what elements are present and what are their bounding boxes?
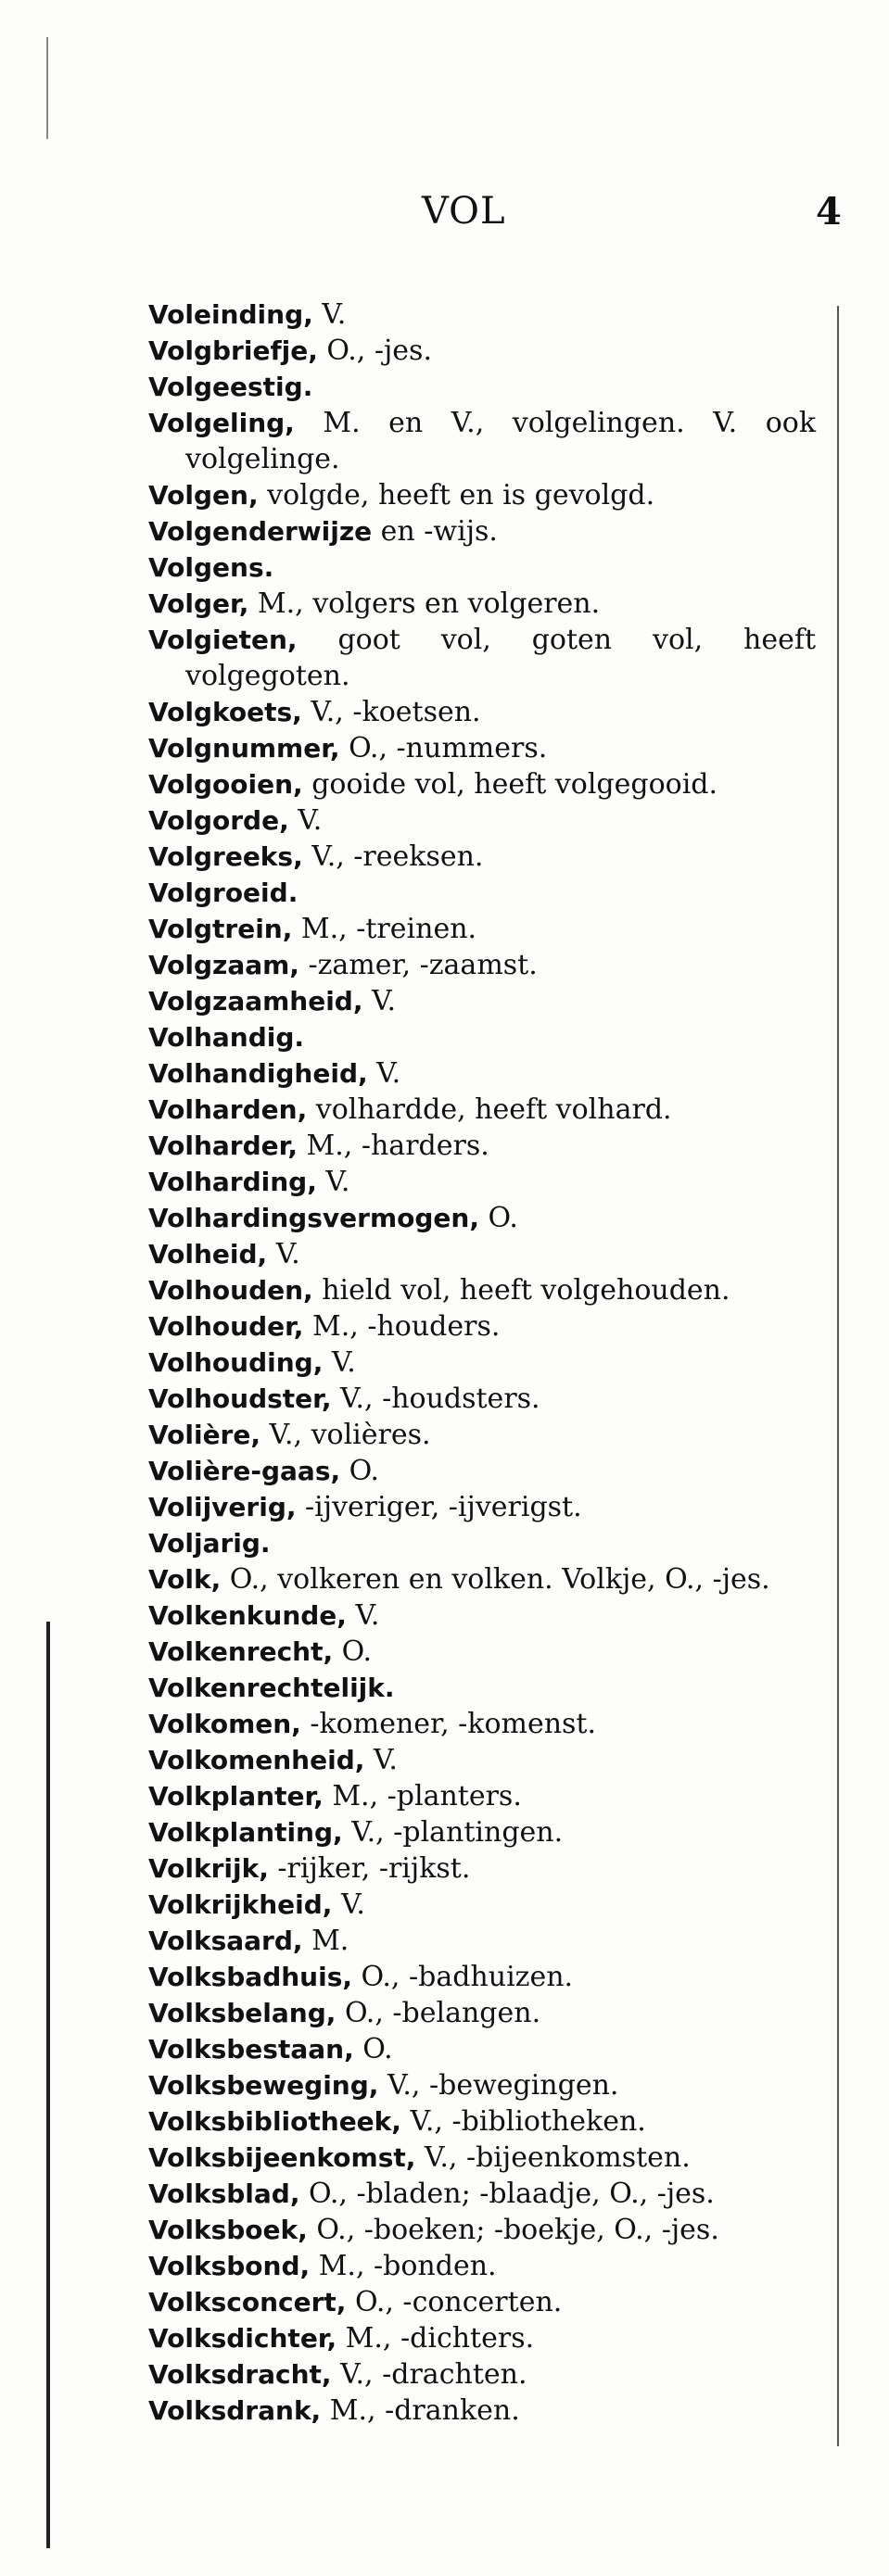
entry-headword: Volksbijeenkomst,	[148, 2142, 416, 2173]
dictionary-entry	[148, 1381, 816, 1417]
dictionary-entry	[148, 983, 816, 1019]
dictionary-entry	[148, 1670, 816, 1706]
entry-definition: M., -treinen.	[292, 913, 477, 945]
entry-headword: Voleinding,	[148, 299, 313, 330]
entry-headword: Volgeling,	[148, 408, 295, 438]
entry-headword: Volksdichter,	[148, 2323, 337, 2354]
entry-headword: Volkenkunde,	[148, 1600, 347, 1631]
entry-headword: Volgtrein,	[148, 914, 293, 944]
page-header	[0, 190, 889, 246]
dictionary-entry	[148, 1742, 816, 1778]
entry-definition: V., -bibliotheken.	[400, 2105, 646, 2138]
entry-definition: M., -dranken.	[321, 2394, 520, 2427]
dictionary-entry	[148, 1055, 816, 1092]
dictionary-entry	[148, 2031, 816, 2067]
entry-headword: Volière-gaas,	[148, 1456, 341, 1486]
dictionary-entry	[148, 1634, 816, 1670]
entry-definition: O.	[340, 1455, 380, 1487]
entry-definition: O., -badhuizen.	[352, 1961, 574, 1993]
entry-headword: Volksconcert,	[148, 2287, 347, 2317]
entry-definition: V., -houdsters.	[331, 1383, 540, 1415]
dictionary-entry	[148, 369, 816, 405]
entry-headword: Volgkoets,	[148, 697, 302, 727]
entry-definition: O., -bladen; -blaadje, O., -jes.	[299, 2178, 715, 2210]
entry-headword: Volharding,	[148, 1167, 317, 1197]
entry-headword: Volgnummer,	[148, 733, 340, 764]
entry-headword: Volgreeks,	[148, 841, 303, 872]
dictionary-entry	[148, 911, 816, 947]
column-rule	[837, 306, 839, 2446]
dictionary-entry	[148, 1706, 816, 1742]
entry-definition: volhardde, heeft volhard.	[307, 1093, 672, 1126]
entry-headword: Volksbestaan,	[148, 2034, 354, 2065]
entry-definition: M., volgers en volgeren.	[248, 587, 601, 620]
dictionary-entry	[148, 2212, 816, 2248]
dictionary-entry	[148, 1019, 816, 1055]
dictionary-entry	[148, 477, 816, 513]
dictionary-entry	[148, 1308, 816, 1345]
entry-definition: V.	[316, 1166, 350, 1198]
dictionary-entry	[148, 1525, 816, 1561]
dictionary-entry	[148, 875, 816, 911]
entry-headword: Volkomenheid,	[148, 1745, 365, 1775]
entry-definition: O., -jes.	[317, 335, 432, 367]
dictionary-entry	[148, 1995, 816, 2031]
entry-headword: Volkenrechtelijk.	[148, 1673, 395, 1703]
entry-definition: O.	[478, 1202, 518, 1234]
page-title: VOL	[422, 190, 506, 233]
entry-headword: Volksdrank,	[148, 2395, 322, 2426]
dictionary-entry	[148, 2140, 816, 2176]
entry-headword: Voljarig.	[148, 1528, 271, 1559]
dictionary-entry	[148, 802, 816, 839]
entry-headword: Volgzaam,	[148, 950, 299, 980]
entry-headword: Volkplanter,	[148, 1781, 324, 1812]
entry-headword: Volhandig.	[148, 1022, 305, 1053]
entry-headword: Volgooien,	[148, 769, 303, 800]
entry-headword: Volharder,	[148, 1130, 298, 1161]
entry-definition: M., -dichters.	[337, 2322, 535, 2355]
entry-definition: V.	[312, 298, 347, 331]
entry-definition: M., -harders.	[297, 1130, 489, 1162]
dictionary-entry	[148, 1345, 816, 1381]
entry-definition: O., -nummers.	[339, 732, 548, 764]
entry-definition: V.	[267, 1238, 300, 1270]
entry-definition: O.	[333, 1635, 373, 1668]
dictionary-entry	[148, 1092, 816, 1128]
entry-definition: -ijveriger, -ijverigst.	[296, 1491, 582, 1523]
entry-headword: Volijverig,	[148, 1492, 297, 1522]
entry-headword: Volksblad,	[148, 2178, 300, 2209]
entry-definition: M., -planters.	[323, 1780, 522, 1812]
entry-headword: Volhouding,	[148, 1347, 324, 1378]
entry-definition: goot vol, goten vol, heeft volgegoten.	[185, 624, 816, 692]
entry-definition: V.	[332, 1888, 365, 1921]
entry-definition: hield vol, heeft volgehouden.	[312, 1274, 730, 1307]
entry-headword: Volhoudster,	[148, 1383, 332, 1414]
dictionary-entry	[148, 947, 816, 983]
entry-headword: Volksaard,	[148, 1926, 303, 1956]
entry-headword: Volkrijk,	[148, 1853, 269, 1884]
entry-headword: Volhouder,	[148, 1311, 304, 1342]
dictionary-entry	[148, 2067, 816, 2103]
entry-headword: Volière,	[148, 1420, 260, 1450]
entry-definition: V.	[346, 1599, 380, 1632]
dictionary-entry	[148, 2393, 816, 2429]
entry-headword: Volger,	[148, 588, 249, 619]
entry-headword: Volgzaamheid,	[148, 986, 363, 1017]
dictionary-entry	[148, 549, 816, 586]
dictionary-entry	[148, 1489, 816, 1525]
dictionary-entry	[148, 333, 816, 369]
dictionary-entry	[148, 513, 816, 549]
entry-definition: O., -boeken; -boekje, O., -jes.	[307, 2214, 719, 2246]
entry-headword: Volgieten,	[148, 625, 298, 655]
entry-definition: M.	[302, 1925, 349, 1957]
dictionary-entry	[148, 1236, 816, 1272]
dictionary-entry	[148, 1814, 816, 1850]
entry-headword: Volgenderwijze	[148, 516, 373, 547]
dictionary-entry	[148, 1164, 816, 1200]
dictionary-entry	[148, 1453, 816, 1489]
dictionary-entry	[148, 1417, 816, 1453]
entry-definition: V.	[364, 1744, 398, 1776]
dictionary-entry	[148, 766, 816, 802]
entry-definition: -komener, -komenst.	[300, 1708, 597, 1740]
dictionary-entry	[148, 297, 816, 333]
dictionary-entry	[148, 2284, 816, 2320]
entry-definition: V.	[323, 1346, 356, 1379]
dictionary-entry	[148, 839, 816, 875]
dictionary-entry	[148, 2248, 816, 2284]
dictionary-entry	[148, 1200, 816, 1236]
entry-definition: M., -bonden.	[310, 2250, 497, 2282]
scan-edge-top	[46, 37, 48, 139]
entry-headword: Volksbelang,	[148, 1998, 337, 2028]
entry-headword: Volheid,	[148, 1239, 268, 1269]
entry-definition: V.	[362, 985, 396, 1017]
dictionary-entry	[148, 1887, 816, 1923]
entry-definition: M., -houders.	[303, 1310, 501, 1343]
entry-definition: O.	[353, 2033, 393, 2065]
entry-headword: Volksbibliotheek,	[148, 2106, 401, 2137]
entry-definition: V., -bewegingen.	[378, 2069, 619, 2102]
entry-headword: Volhandigheid,	[148, 1058, 368, 1089]
entry-headword: Volkplanting,	[148, 1817, 343, 1848]
entry-definition: O., volkeren en volken. Volkje, O., -jes.	[221, 1563, 770, 1596]
entry-headword: Volhouden,	[148, 1275, 313, 1306]
entry-headword: Volgorde,	[148, 805, 289, 836]
entry-headword: Volhardingsvermogen,	[148, 1203, 479, 1233]
entry-headword: Volgbriefje,	[148, 335, 318, 366]
entry-definition: V.	[367, 1057, 401, 1090]
entry-headword: Volkenrecht,	[148, 1636, 334, 1667]
dictionary-entry	[148, 586, 816, 622]
entry-headword: Volksbond,	[148, 2251, 311, 2281]
dictionary-entry	[148, 405, 816, 477]
entry-headword: Volksboek,	[148, 2215, 308, 2245]
entry-headword: Volgens.	[148, 552, 274, 583]
entry-definition: V., -reeksen.	[302, 840, 484, 873]
dictionary-entry	[148, 1923, 816, 1959]
entry-headword: Volksdracht,	[148, 2359, 332, 2390]
dictionary-entries	[148, 297, 816, 2429]
entry-headword: Volgeestig.	[148, 372, 313, 402]
entry-headword: Volgen,	[148, 480, 259, 511]
entry-definition: V., -bijeenkomsten.	[415, 2141, 691, 2174]
entry-definition: V., -koetsen.	[301, 696, 481, 728]
dictionary-entry	[148, 2176, 816, 2212]
entry-headword: Volksbeweging,	[148, 2070, 379, 2101]
dictionary-entry	[148, 694, 816, 730]
dictionary-entry	[148, 1272, 816, 1308]
dictionary-entry	[148, 1850, 816, 1887]
entry-definition: V., -plantingen.	[342, 1816, 564, 1849]
entry-definition: -zamer, -zaamst.	[298, 949, 538, 981]
dictionary-entry	[148, 2356, 816, 2393]
entry-headword: Volkrijkheid,	[148, 1889, 333, 1920]
dictionary-entry	[148, 1778, 816, 1814]
dictionary-entry	[148, 1597, 816, 1634]
entry-definition: gooide vol, heeft volgegooid.	[302, 768, 718, 801]
entry-definition: V.	[288, 804, 323, 837]
entry-headword: Volkomen,	[148, 1709, 301, 1739]
entry-definition: O., -belangen.	[336, 1997, 541, 2029]
dictionary-entry	[148, 1561, 816, 1597]
scan-edge-bottom	[46, 1622, 50, 2548]
entry-definition: O., -concerten.	[346, 2286, 563, 2318]
dictionary-entry	[148, 622, 816, 694]
dictionary-entry	[148, 730, 816, 766]
entry-definition: -rijker, -rijkst.	[268, 1852, 471, 1885]
entry-headword: Volk,	[148, 1564, 222, 1595]
entry-definition: V., -drachten.	[331, 2358, 527, 2391]
entry-definition: V., volières.	[260, 1419, 431, 1451]
dictionary-entry	[148, 1959, 816, 1995]
dictionary-entry	[148, 1128, 816, 1164]
entry-definition: M. en V., volgelingen. V. ook volgelinge.	[185, 407, 816, 475]
dictionary-entry	[148, 2103, 816, 2140]
page-number: 4	[816, 190, 842, 234]
entry-definition: en -wijs.	[372, 515, 498, 548]
entry-headword: Volharden,	[148, 1094, 308, 1125]
entry-headword: Volksbadhuis,	[148, 1962, 353, 1992]
dictionary-entry	[148, 2320, 816, 2356]
entry-definition: volgde, heeft en is gevolgd.	[258, 479, 655, 511]
entry-headword: Volgroeid.	[148, 878, 298, 908]
